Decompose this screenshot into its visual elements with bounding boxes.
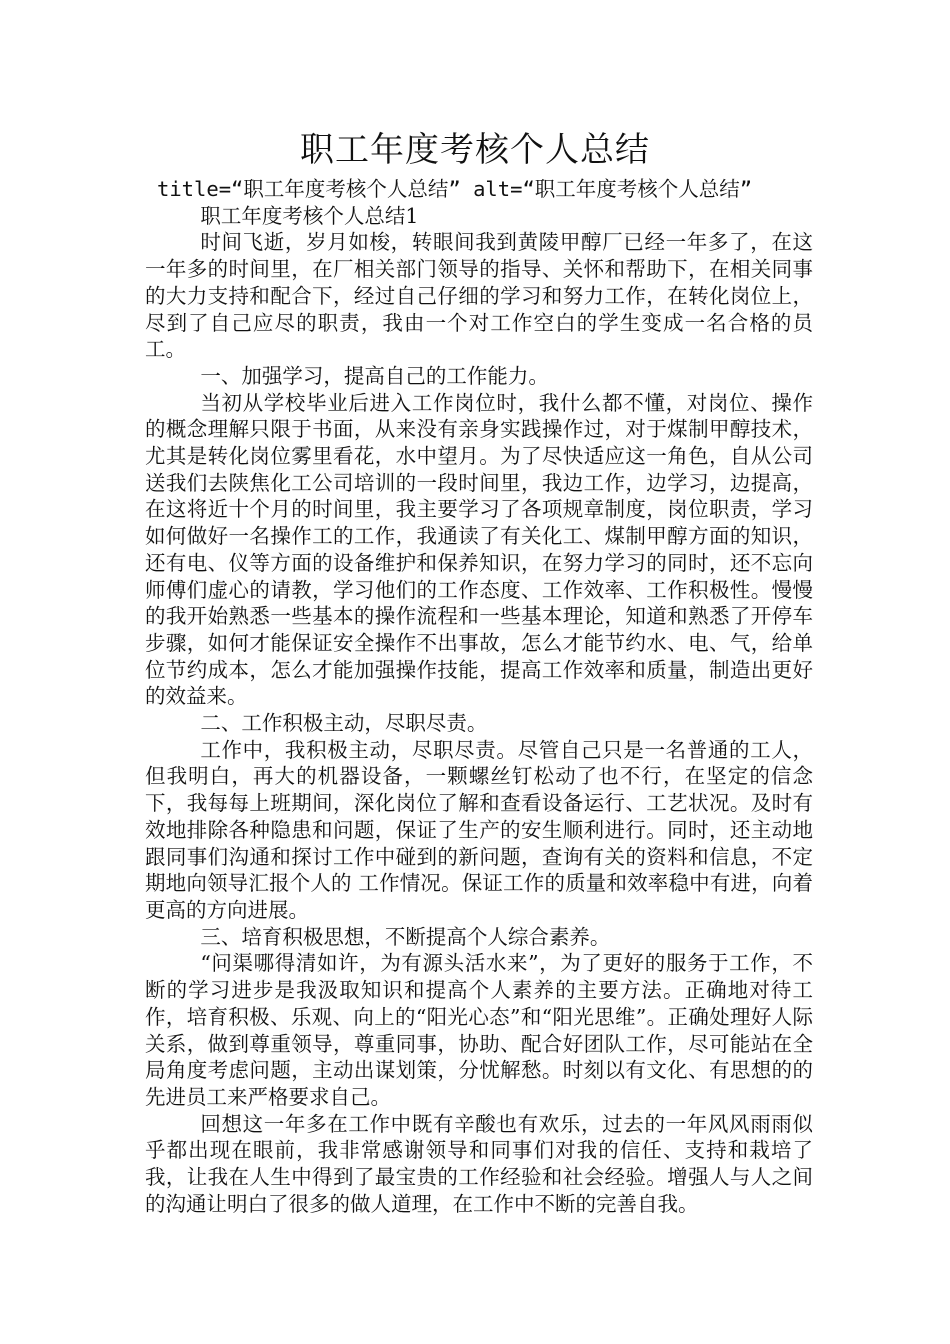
section-heading-2: 二、工作积极主动，尽职尽责。 bbox=[200, 711, 488, 736]
document-title: 职工年度考核个人总结 bbox=[300, 130, 650, 170]
document-body bbox=[145, 176, 813, 1217]
body-paragraph: 时间飞逝，岁月如梭，转眼间我到黄陵甲醇厂已经一年多了，在这一年多的时间里，在厂相关部门领导的指导、关怀和帮助下，在相关同事的大力支持和配合下，经过自己仔细的学习和努力工作，在转化岗位上，尽到了自己应尽的职责，我由一个对工作空白的学生变成一名合格的员工。 bbox=[145, 230, 813, 362]
body-paragraph: 当初从学校毕业后进入工作岗位时，我什么都不懂，对岗位、操作的概念理解只限于书面，从来没有亲身实践操作过，对于煤制甲醇技术，尤其是转化岗位雾里看花，水中望月。为了尽快适应这一角色，自从公司送我们去陕焦化工公司培训的一段时间里，我边工作，边学习，边提高，在这将近十个月的时间里，我主要学习了各项规章制度，岗位职责，学习如何做好一名操作工的工作，我通读了有关化工、煤制甲醇方面的知识，还有电、仪等方面的设备维护和保养知识，在努力学习的同时，还不忘向师傅们虚心的请教，学习他们的工作态度、工作效率、工作积极性。慢慢的我开始熟悉一些基本的操作流程和一些基本理论，知道和熟悉了开停车步骤，如何才能保证安全操作不出事故，怎么才能节约水、电、气，给单位节约成本，怎么才能加强操作技能，提高工作效率和质量，制造出更好的效益来。 bbox=[145, 390, 813, 709]
body-paragraph: 回想这一年多在工作中既有辛酸也有欢乐，过去的一年风风雨雨似乎都出现在眼前，我非常感谢领导和同事们对我的信任、支持和栽培了我，让我在人生中得到了最宝贵的工作经验和社会经验。增强人与人之间的沟通让明白了很多的做人道理，在工作中不断的完善自我。 bbox=[145, 1111, 813, 1216]
body-paragraph: 工作中，我积极主动，尽职尽责。尽管自己只是一名普通的工人，但我明白，再大的机器设备，一颗螺丝钉松动了也不行，在坚定的信念下，我每每上班期间，深化岗位了解和查看设备运行、工艺状况。及时有效地排除各种隐患和问题，保证了生产的安生顺利进行。同时，还主动地跟同事们沟通和探讨工作中碰到的新问题，查询有关的资料和信息，不定期地向领导汇报个人的 工作情况。保证工作的质量和效率稳中有进，向着更高的方向进展。 bbox=[145, 737, 813, 922]
subtitle-paragraph: 职工年度考核个人总结1 bbox=[200, 203, 419, 228]
meta-line: title=“职工年度考核个人总结” alt=“职工年度考核个人总结” bbox=[157, 177, 753, 201]
section-heading-1: 一、加强学习，提高自己的工作能力。 bbox=[200, 363, 549, 388]
section-heading-3: 三、培育积极思想，不断提高个人综合素养。 bbox=[200, 924, 611, 949]
body-paragraph: “问渠哪得清如许，为有源头活水来”，为了更好的服务于工作，不断的学习进步是我汲取知识和提高个人素养的主要方法。正确地对待工作，培育积极、乐观、向上的“阳光心态”和“阳光思维”。正确处理好人际关系，做到尊重领导，尊重同事，协助、配合好团队工作，尽可能站在全局角度考虑问题，主动出谋划策，分忧解愁。时刻以有文化、有思想的的先进员工来严格要求自己。 bbox=[145, 951, 813, 1109]
